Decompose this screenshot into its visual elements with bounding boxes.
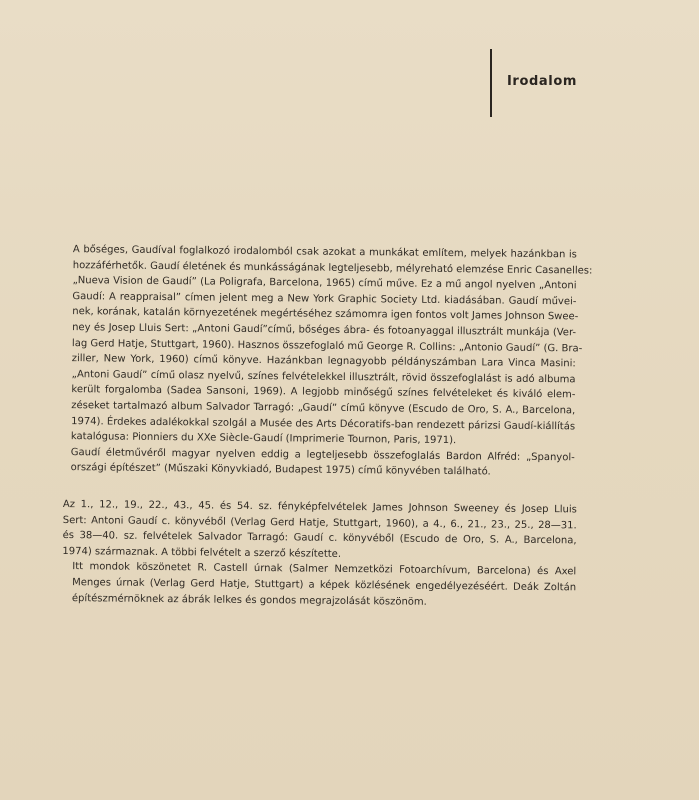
page-heading: Irodalom [507, 74, 577, 89]
credits-line: Sert: Antoni Gaudí c. könyvéből (Verlag Gerd Hatje, Stuttgart, 1960), a 4., 6., 21., 23., 25., 28—31. [62, 514, 577, 531]
literature-line: katalógusa: Pionniers du XXe Siècle-Gaudí (Imprimerie Tournon, Paris, 1971). [70, 431, 457, 447]
literature-paragraph [61, 445, 575, 482]
literature-line: „Nueva Vision de Gaudí” (La Poligrafa, Barcelona, 1965) című műve. Ez a mű angol nyelven „Antoni [72, 275, 577, 292]
credits-line: és 38—40. sz. felvételek Salvador Tarragó: Gaudí c. könyvéből (Escudo de Oro, S. A., Barcelona, [62, 530, 577, 547]
literature-line: hozzáférhetők. Gaudí életének és munkásságának legteljesebb, mélyreható elemzése Enric Casanelles: [72, 259, 593, 277]
literature-line: Gaudí életművéről magyar nyelven eddig a legteljesebb összefoglalás Bardon Alfréd: „Spanyol- [70, 446, 575, 464]
literature-line: nek, korának, katalán környezetének megértéséhez számomra igen fontos volt James Johnson Swee- [72, 306, 579, 323]
literature-paragraph [61, 242, 593, 450]
heading-rule [490, 49, 492, 117]
credits-line: Az 1., 12., 19., 22., 43., 45. és 54. sz. fényképfelvételek James Johnson Sweeney és Josep Lluis [62, 498, 577, 516]
literature-line: országi építészet” (Műszaki Könyvkiadó, Budapest 1975) című könyvében található. [70, 462, 491, 478]
literature-line: lag Gerd Hatje, Stuttgart, 1960). Hasznos összefoglaló mű George R. Collins: „Antonio Gaudí” (G. Bra- [71, 337, 583, 355]
credits-line: Menges úrnak (Verlag Gerd Hatje, Stuttgart) a képek közlésének engedélyezéséért. Deák Zoltán [72, 577, 577, 594]
credits-line: építészmérnöknek az ábrák lelkes és gondos megrajzolását köszönöm. [71, 592, 427, 608]
literature-line: „Antoni Gaudí” című olasz nyelvű, színes felvételekkel illusztrált, rövid összefoglalást is adó albuma [71, 368, 576, 386]
credits-line: 1974) származnak. A többi felvételt a szerző készítette. [62, 545, 342, 560]
literature-line: ziller, New York, 1960) című könyve. Hazánkban legnagyobb példányszámban Lara Vinca Masini: [71, 353, 576, 370]
credits-paragraph [62, 497, 577, 565]
credits-paragraph [62, 559, 576, 611]
credits-line: Itt mondok köszönetet R. Castell úrnak (Salmer Nemzetközi Fotoarchívum, Barcelona) és Axel [72, 561, 577, 578]
literature-section [61, 242, 593, 481]
literature-line: ney és Josep Lluis Sert: „Antoni Gaudí”című, bőséges ábra- és fotoanyaggal illusztrált munkája (Ver- [72, 322, 577, 339]
literature-line: Gaudí: A reappraisal” címen jelent meg a New York Graphic Society Ltd. kiadásában. Gaudí művei- [72, 290, 577, 308]
literature-line: 1974). Érdekes adalékokkal szolgál a Musée des Arts Décoratifs-ban rendezett párizsi Gaudí-kiállítás [71, 415, 576, 432]
literature-line: zéseket tartalmazó album Salvador Tarragó: „Gaudí” című könyve (Escudo de Oro, S. A., Barcelona, [71, 400, 576, 417]
credits-section [62, 497, 577, 612]
literature-line: került forgalomba (Sadea Sansoni, 1969). A legjobb minőségű színes felvételeket és kiváló elem- [71, 384, 576, 401]
literature-line: A bőséges, Gaudíval foglalkozó irodalomból csak azokat a munkákat említem, melyek hazánkban is [72, 244, 577, 261]
